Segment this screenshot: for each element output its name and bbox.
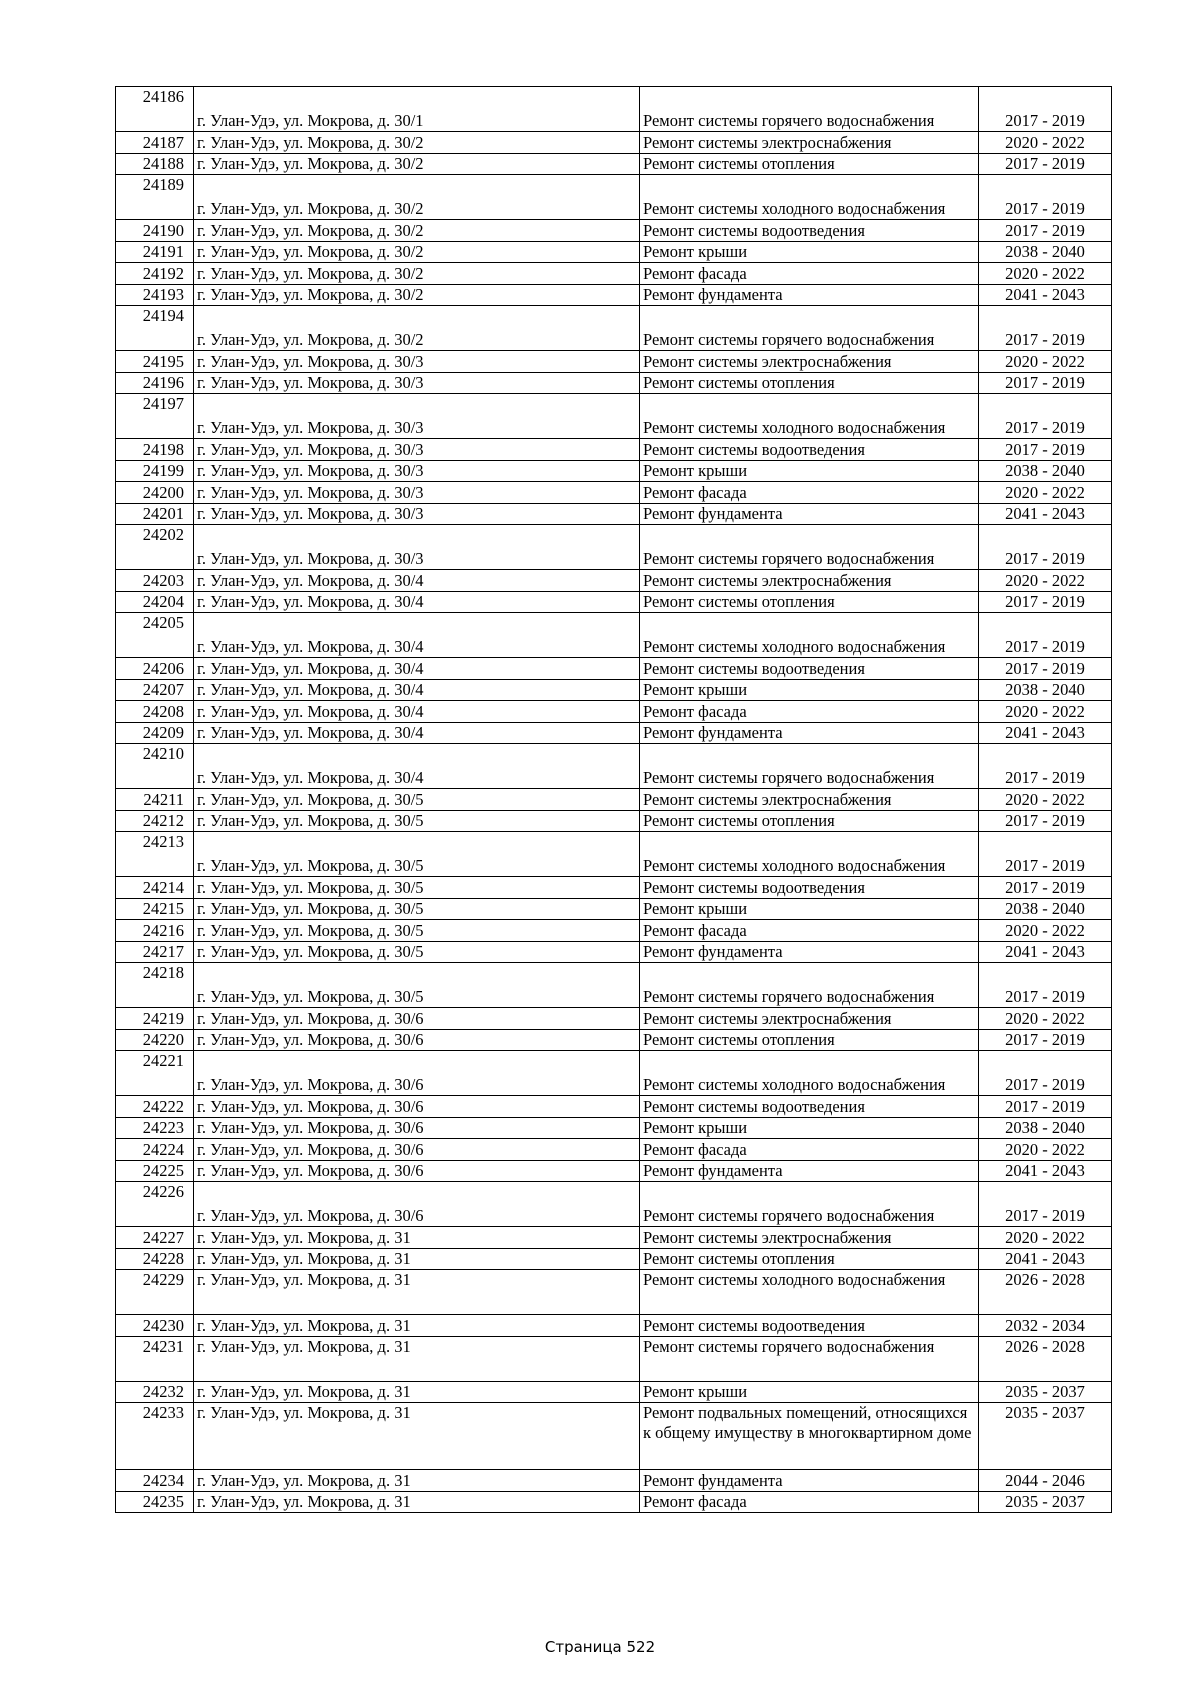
period-cell: 2017 - 2019 <box>979 220 1112 242</box>
table-row <box>116 503 1112 525</box>
table-row <box>116 132 1112 154</box>
work-type-cell: Ремонт системы электроснабжения <box>640 351 979 373</box>
work-type-cell: Ремонт системы горячего водоснабжения <box>640 1182 979 1227</box>
address-cell: г. Улан-Удэ, ул. Мокрова, д. 30/2 <box>194 241 640 263</box>
table-row <box>116 439 1112 461</box>
period-cell: 2044 - 2046 <box>979 1470 1112 1492</box>
row-number-cell: 24211 <box>116 789 194 811</box>
work-type-cell: Ремонт фундамента <box>640 941 979 963</box>
work-type-cell: Ремонт фасада <box>640 701 979 723</box>
address-cell: г. Улан-Удэ, ул. Мокрова, д. 30/6 <box>194 1182 640 1227</box>
work-type-cell: Ремонт системы отопления <box>640 372 979 394</box>
table-row <box>116 658 1112 680</box>
period-cell: 2020 - 2022 <box>979 570 1112 592</box>
table-row <box>116 1491 1112 1513</box>
period-cell: 2035 - 2037 <box>979 1491 1112 1513</box>
period-cell: 2020 - 2022 <box>979 263 1112 285</box>
row-number-cell: 24218 <box>116 963 194 1008</box>
address-cell: г. Улан-Удэ, ул. Мокрова, д. 30/5 <box>194 941 640 963</box>
work-type-cell: Ремонт крыши <box>640 241 979 263</box>
table-row <box>116 394 1112 439</box>
work-type-cell: Ремонт фундамента <box>640 1470 979 1492</box>
table-row <box>116 482 1112 504</box>
work-type-cell: Ремонт системы водоотведения <box>640 1315 979 1337</box>
period-cell: 2017 - 2019 <box>979 877 1112 899</box>
address-cell: г. Улан-Удэ, ул. Мокрова, д. 30/5 <box>194 963 640 1008</box>
work-type-cell: Ремонт фасада <box>640 482 979 504</box>
address-cell: г. Улан-Удэ, ул. Мокрова, д. 31 <box>194 1227 640 1249</box>
period-cell: 2017 - 2019 <box>979 306 1112 351</box>
address-cell: г. Улан-Удэ, ул. Мокрова, д. 30/3 <box>194 482 640 504</box>
work-type-cell: Ремонт крыши <box>640 1117 979 1139</box>
work-type-cell: Ремонт системы электроснабжения <box>640 570 979 592</box>
table-row <box>116 1029 1112 1051</box>
address-cell: г. Улан-Удэ, ул. Мокрова, д. 30/5 <box>194 789 640 811</box>
period-cell: 2017 - 2019 <box>979 1182 1112 1227</box>
period-cell: 2038 - 2040 <box>979 898 1112 920</box>
work-type-cell: Ремонт системы водоотведения <box>640 877 979 899</box>
work-type-cell: Ремонт фундамента <box>640 284 979 306</box>
table-row <box>116 1096 1112 1118</box>
table-row <box>116 306 1112 351</box>
period-cell: 2038 - 2040 <box>979 679 1112 701</box>
address-cell: г. Улан-Удэ, ул. Мокрова, д. 30/4 <box>194 658 640 680</box>
table-body <box>116 87 1112 1513</box>
period-cell: 2020 - 2022 <box>979 132 1112 154</box>
table-row <box>116 1227 1112 1249</box>
address-cell: г. Улан-Удэ, ул. Мокрова, д. 31 <box>194 1470 640 1492</box>
table-row <box>116 679 1112 701</box>
work-type-cell: Ремонт крыши <box>640 679 979 701</box>
period-cell: 2017 - 2019 <box>979 153 1112 175</box>
address-cell: г. Улан-Удэ, ул. Мокрова, д. 30/6 <box>194 1008 640 1030</box>
period-cell: 2026 - 2028 <box>979 1336 1112 1381</box>
period-cell: 2038 - 2040 <box>979 241 1112 263</box>
period-cell: 2017 - 2019 <box>979 613 1112 658</box>
period-cell: 2041 - 2043 <box>979 1248 1112 1270</box>
period-cell: 2041 - 2043 <box>979 503 1112 525</box>
period-cell: 2017 - 2019 <box>979 963 1112 1008</box>
table-row <box>116 153 1112 175</box>
row-number-cell: 24198 <box>116 439 194 461</box>
row-number-cell: 24224 <box>116 1139 194 1161</box>
row-number-cell: 24208 <box>116 701 194 723</box>
address-cell: г. Улан-Удэ, ул. Мокрова, д. 30/2 <box>194 153 640 175</box>
table-row <box>116 963 1112 1008</box>
address-cell: г. Улан-Удэ, ул. Мокрова, д. 30/5 <box>194 810 640 832</box>
table-row <box>116 920 1112 942</box>
table-row <box>116 613 1112 658</box>
address-cell: г. Улан-Удэ, ул. Мокрова, д. 30/6 <box>194 1117 640 1139</box>
row-number-cell: 24192 <box>116 263 194 285</box>
table-row <box>116 284 1112 306</box>
row-number-cell: 24221 <box>116 1051 194 1096</box>
address-cell: г. Улан-Удэ, ул. Мокрова, д. 30/2 <box>194 132 640 154</box>
row-number-cell: 24193 <box>116 284 194 306</box>
row-number-cell: 24205 <box>116 613 194 658</box>
table-row <box>116 372 1112 394</box>
table-row <box>116 1117 1112 1139</box>
row-number-cell: 24220 <box>116 1029 194 1051</box>
address-cell: г. Улан-Удэ, ул. Мокрова, д. 31 <box>194 1491 640 1513</box>
address-cell: г. Улан-Удэ, ул. Мокрова, д. 30/3 <box>194 460 640 482</box>
row-number-cell: 24203 <box>116 570 194 592</box>
address-cell: г. Улан-Удэ, ул. Мокрова, д. 30/3 <box>194 503 640 525</box>
row-number-cell: 24202 <box>116 525 194 570</box>
row-number-cell: 24188 <box>116 153 194 175</box>
period-cell: 2032 - 2034 <box>979 1315 1112 1337</box>
address-cell: г. Улан-Удэ, ул. Мокрова, д. 30/4 <box>194 744 640 789</box>
work-type-cell: Ремонт системы холодного водоснабжения <box>640 175 979 220</box>
period-cell: 2017 - 2019 <box>979 832 1112 877</box>
work-type-cell: Ремонт фундамента <box>640 722 979 744</box>
period-cell: 2041 - 2043 <box>979 722 1112 744</box>
row-number-cell: 24194 <box>116 306 194 351</box>
address-cell: г. Улан-Удэ, ул. Мокрова, д. 30/4 <box>194 591 640 613</box>
period-cell: 2041 - 2043 <box>979 1160 1112 1182</box>
table-row <box>116 351 1112 373</box>
work-type-cell: Ремонт системы водоотведения <box>640 220 979 242</box>
address-cell: г. Улан-Удэ, ул. Мокрова, д. 30/4 <box>194 679 640 701</box>
address-cell: г. Улан-Удэ, ул. Мокрова, д. 30/3 <box>194 351 640 373</box>
table-row <box>116 570 1112 592</box>
address-cell: г. Улан-Удэ, ул. Мокрова, д. 30/1 <box>194 87 640 132</box>
row-number-cell: 24232 <box>116 1381 194 1403</box>
row-number-cell: 24195 <box>116 351 194 373</box>
address-cell: г. Улан-Удэ, ул. Мокрова, д. 30/6 <box>194 1029 640 1051</box>
period-cell: 2020 - 2022 <box>979 1227 1112 1249</box>
period-cell: 2017 - 2019 <box>979 87 1112 132</box>
row-number-cell: 24190 <box>116 220 194 242</box>
address-cell: г. Улан-Удэ, ул. Мокрова, д. 30/2 <box>194 175 640 220</box>
row-number-cell: 24227 <box>116 1227 194 1249</box>
period-cell: 2017 - 2019 <box>979 810 1112 832</box>
table-row <box>116 1051 1112 1096</box>
address-cell: г. Улан-Удэ, ул. Мокрова, д. 31 <box>194 1248 640 1270</box>
work-type-cell: Ремонт системы горячего водоснабжения <box>640 963 979 1008</box>
row-number-cell: 24213 <box>116 832 194 877</box>
period-cell: 2017 - 2019 <box>979 658 1112 680</box>
address-cell: г. Улан-Удэ, ул. Мокрова, д. 31 <box>194 1315 640 1337</box>
address-cell: г. Улан-Удэ, ул. Мокрова, д. 30/4 <box>194 722 640 744</box>
row-number-cell: 24207 <box>116 679 194 701</box>
row-number-cell: 24196 <box>116 372 194 394</box>
work-type-cell: Ремонт системы электроснабжения <box>640 789 979 811</box>
period-cell: 2017 - 2019 <box>979 591 1112 613</box>
table-row <box>116 175 1112 220</box>
work-type-cell: Ремонт фундамента <box>640 503 979 525</box>
row-number-cell: 24226 <box>116 1182 194 1227</box>
address-cell: г. Улан-Удэ, ул. Мокрова, д. 30/2 <box>194 220 640 242</box>
table-row <box>116 941 1112 963</box>
address-cell: г. Улан-Удэ, ул. Мокрова, д. 30/5 <box>194 898 640 920</box>
period-cell: 2017 - 2019 <box>979 175 1112 220</box>
address-cell: г. Улан-Удэ, ул. Мокрова, д. 30/3 <box>194 372 640 394</box>
row-number-cell: 24209 <box>116 722 194 744</box>
work-type-cell: Ремонт фундамента <box>640 1160 979 1182</box>
work-type-cell: Ремонт системы горячего водоснабжения <box>640 525 979 570</box>
table-row <box>116 87 1112 132</box>
table-row <box>116 263 1112 285</box>
work-type-cell: Ремонт системы горячего водоснабжения <box>640 87 979 132</box>
period-cell: 2038 - 2040 <box>979 460 1112 482</box>
address-cell: г. Улан-Удэ, ул. Мокрова, д. 30/2 <box>194 263 640 285</box>
address-cell: г. Улан-Удэ, ул. Мокрова, д. 30/3 <box>194 439 640 461</box>
work-type-cell: Ремонт системы электроснабжения <box>640 1008 979 1030</box>
address-cell: г. Улан-Удэ, ул. Мокрова, д. 30/5 <box>194 877 640 899</box>
table-row <box>116 832 1112 877</box>
table-row <box>116 1315 1112 1337</box>
work-type-cell: Ремонт системы водоотведения <box>640 658 979 680</box>
row-number-cell: 24199 <box>116 460 194 482</box>
row-number-cell: 24223 <box>116 1117 194 1139</box>
work-type-cell: Ремонт системы электроснабжения <box>640 132 979 154</box>
work-type-cell: Ремонт системы отопления <box>640 153 979 175</box>
period-cell: 2017 - 2019 <box>979 1096 1112 1118</box>
address-cell: г. Улан-Удэ, ул. Мокрова, д. 30/5 <box>194 832 640 877</box>
address-cell: г. Улан-Удэ, ул. Мокрова, д. 31 <box>194 1403 640 1470</box>
period-cell: 2020 - 2022 <box>979 789 1112 811</box>
address-cell: г. Улан-Удэ, ул. Мокрова, д. 30/3 <box>194 394 640 439</box>
row-number-cell: 24187 <box>116 132 194 154</box>
period-cell: 2026 - 2028 <box>979 1270 1112 1315</box>
row-number-cell: 24231 <box>116 1336 194 1381</box>
address-cell: г. Улан-Удэ, ул. Мокрова, д. 30/3 <box>194 525 640 570</box>
period-cell: 2020 - 2022 <box>979 701 1112 723</box>
work-type-cell: Ремонт системы холодного водоснабжения <box>640 1051 979 1096</box>
work-type-cell: Ремонт системы холодного водоснабжения <box>640 1270 979 1315</box>
repair-schedule-table <box>115 86 1112 1513</box>
period-cell: 2035 - 2037 <box>979 1403 1112 1470</box>
row-number-cell: 24222 <box>116 1096 194 1118</box>
row-number-cell: 24197 <box>116 394 194 439</box>
table-row <box>116 1336 1112 1381</box>
period-cell: 2035 - 2037 <box>979 1381 1112 1403</box>
table-row <box>116 1248 1112 1270</box>
work-type-cell: Ремонт системы холодного водоснабжения <box>640 613 979 658</box>
table-row <box>116 898 1112 920</box>
work-type-cell: Ремонт системы водоотведения <box>640 1096 979 1118</box>
row-number-cell: 24225 <box>116 1160 194 1182</box>
work-type-cell: Ремонт крыши <box>640 898 979 920</box>
address-cell: г. Улан-Удэ, ул. Мокрова, д. 31 <box>194 1381 640 1403</box>
row-number-cell: 24233 <box>116 1403 194 1470</box>
row-number-cell: 24219 <box>116 1008 194 1030</box>
address-cell: г. Улан-Удэ, ул. Мокрова, д. 30/6 <box>194 1051 640 1096</box>
period-cell: 2041 - 2043 <box>979 284 1112 306</box>
table-row <box>116 1139 1112 1161</box>
address-cell: г. Улан-Удэ, ул. Мокрова, д. 31 <box>194 1270 640 1315</box>
work-type-cell: Ремонт системы отопления <box>640 810 979 832</box>
table-row <box>116 877 1112 899</box>
table-row <box>116 1160 1112 1182</box>
work-type-cell: Ремонт крыши <box>640 1381 979 1403</box>
work-type-cell: Ремонт системы горячего водоснабжения <box>640 1336 979 1381</box>
period-cell: 2017 - 2019 <box>979 744 1112 789</box>
work-type-cell: Ремонт системы холодного водоснабжения <box>640 394 979 439</box>
period-cell: 2017 - 2019 <box>979 439 1112 461</box>
table-row <box>116 525 1112 570</box>
address-cell: г. Улан-Удэ, ул. Мокрова, д. 30/2 <box>194 306 640 351</box>
row-number-cell: 24217 <box>116 941 194 963</box>
table-row <box>116 1270 1112 1315</box>
row-number-cell: 24214 <box>116 877 194 899</box>
table-row <box>116 810 1112 832</box>
row-number-cell: 24228 <box>116 1248 194 1270</box>
work-type-cell: Ремонт системы электроснабжения <box>640 1227 979 1249</box>
period-cell: 2020 - 2022 <box>979 1008 1112 1030</box>
period-cell: 2041 - 2043 <box>979 941 1112 963</box>
work-type-cell: Ремонт фасада <box>640 1139 979 1161</box>
table-row <box>116 1381 1112 1403</box>
row-number-cell: 24235 <box>116 1491 194 1513</box>
table-row <box>116 701 1112 723</box>
period-cell: 2017 - 2019 <box>979 372 1112 394</box>
address-cell: г. Улан-Удэ, ул. Мокрова, д. 30/6 <box>194 1160 640 1182</box>
address-cell: г. Улан-Удэ, ул. Мокрова, д. 30/6 <box>194 1096 640 1118</box>
table-row <box>116 220 1112 242</box>
row-number-cell: 24210 <box>116 744 194 789</box>
table-row <box>116 591 1112 613</box>
table-row <box>116 241 1112 263</box>
row-number-cell: 24212 <box>116 810 194 832</box>
row-number-cell: 24216 <box>116 920 194 942</box>
period-cell: 2020 - 2022 <box>979 351 1112 373</box>
row-number-cell: 24229 <box>116 1270 194 1315</box>
work-type-cell: Ремонт системы отопления <box>640 1248 979 1270</box>
work-type-cell: Ремонт системы отопления <box>640 1029 979 1051</box>
period-cell: 2017 - 2019 <box>979 394 1112 439</box>
row-number-cell: 24191 <box>116 241 194 263</box>
work-type-cell: Ремонт фасада <box>640 263 979 285</box>
table-row <box>116 722 1112 744</box>
period-cell: 2017 - 2019 <box>979 525 1112 570</box>
row-number-cell: 24200 <box>116 482 194 504</box>
address-cell: г. Улан-Удэ, ул. Мокрова, д. 30/2 <box>194 284 640 306</box>
work-type-cell: Ремонт крыши <box>640 460 979 482</box>
work-type-cell: Ремонт системы горячего водоснабжения <box>640 306 979 351</box>
table-row <box>116 1470 1112 1492</box>
address-cell: г. Улан-Удэ, ул. Мокрова, д. 31 <box>194 1336 640 1381</box>
row-number-cell: 24215 <box>116 898 194 920</box>
address-cell: г. Улан-Удэ, ул. Мокрова, д. 30/5 <box>194 920 640 942</box>
page-number: Страница 522 <box>544 1638 656 1656</box>
row-number-cell: 24230 <box>116 1315 194 1337</box>
row-number-cell: 24234 <box>116 1470 194 1492</box>
row-number-cell: 24201 <box>116 503 194 525</box>
work-type-cell: Ремонт системы отопления <box>640 591 979 613</box>
period-cell: 2020 - 2022 <box>979 482 1112 504</box>
table-row <box>116 460 1112 482</box>
address-cell: г. Улан-Удэ, ул. Мокрова, д. 30/4 <box>194 613 640 658</box>
row-number-cell: 24206 <box>116 658 194 680</box>
address-cell: г. Улан-Удэ, ул. Мокрова, д. 30/4 <box>194 701 640 723</box>
row-number-cell: 24204 <box>116 591 194 613</box>
work-type-cell: Ремонт системы горячего водоснабжения <box>640 744 979 789</box>
table-row <box>116 789 1112 811</box>
period-cell: 2020 - 2022 <box>979 920 1112 942</box>
work-type-cell: Ремонт фасада <box>640 920 979 942</box>
row-number-cell: 24186 <box>116 87 194 132</box>
table-row <box>116 1008 1112 1030</box>
period-cell: 2020 - 2022 <box>979 1139 1112 1161</box>
work-type-cell: Ремонт системы водоотведения <box>640 439 979 461</box>
table-row <box>116 1182 1112 1227</box>
work-type-cell: Ремонт подвальных помещений, относящихся к общему имуществу в многоквартирном доме <box>640 1403 979 1470</box>
row-number-cell: 24189 <box>116 175 194 220</box>
table-row <box>116 1403 1112 1470</box>
work-type-cell: Ремонт системы холодного водоснабжения <box>640 832 979 877</box>
table-row <box>116 744 1112 789</box>
period-cell: 2038 - 2040 <box>979 1117 1112 1139</box>
address-cell: г. Улан-Удэ, ул. Мокрова, д. 30/4 <box>194 570 640 592</box>
period-cell: 2017 - 2019 <box>979 1029 1112 1051</box>
period-cell: 2017 - 2019 <box>979 1051 1112 1096</box>
work-type-cell: Ремонт фасада <box>640 1491 979 1513</box>
address-cell: г. Улан-Удэ, ул. Мокрова, д. 30/6 <box>194 1139 640 1161</box>
